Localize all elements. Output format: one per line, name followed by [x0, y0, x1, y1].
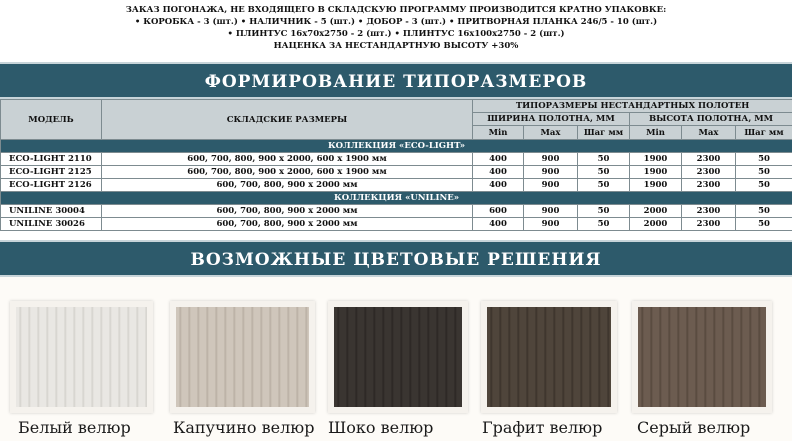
- swatch-card: [481, 301, 617, 413]
- sizes-cell: 600, 700, 800, 900 x 2000 мм: [102, 179, 473, 192]
- value-cell: 2000: [630, 218, 682, 231]
- sizes-cell: 600, 700, 800, 900 x 2000 мм: [102, 205, 473, 218]
- note-line: ЗАКАЗ ПОГОНАЖА, НЕ ВХОДЯЩЕГО В СКЛАДСКУЮ ПРОГРАММУ ПРОИЗВОДИТСЯ КРАТНО УПАКОВКЕ:: [125, 5, 667, 15]
- table-row: [1, 179, 792, 192]
- value-cell: 600: [473, 205, 524, 218]
- section-title-sizes: ФОРМИРОВАНИЕ ТИПОРАЗМЕРОВ: [0, 62, 792, 99]
- value-cell: 900: [524, 166, 578, 179]
- value-cell: 50: [578, 179, 630, 192]
- sizes-cell: 600, 700, 800, 900 x 2000, 600 x 1900 мм: [102, 153, 473, 166]
- collection-header: КОЛЛЕКЦИЯ «UNILINE»: [1, 192, 792, 205]
- value-cell: 900: [524, 205, 578, 218]
- value-cell: 2300: [682, 218, 736, 231]
- table-row: [1, 218, 792, 231]
- section-title-colors: ВОЗМОЖНЫЕ ЦВЕТОВЫЕ РЕШЕНИЯ: [0, 240, 792, 277]
- value-cell: 50: [736, 166, 792, 179]
- sub-header-step: Шаг мм: [736, 126, 792, 140]
- order-note: [0, 0, 792, 60]
- value-cell: 900: [524, 218, 578, 231]
- sub-header-min: Min: [473, 126, 524, 140]
- swatch-card: [170, 301, 315, 413]
- sizes-cell: 600, 700, 800, 900 x 2000 мм: [102, 218, 473, 231]
- swatch-graphite-velour: [487, 307, 611, 407]
- swatch-cappuccino-velour: [176, 307, 309, 407]
- swatch-label: Белый велюр: [18, 418, 131, 437]
- swatch-label: Капучино велюр: [173, 418, 315, 437]
- table-row: [1, 205, 792, 218]
- swatch-label: Серый велюр: [637, 418, 751, 437]
- swatch-label: Графит велюр: [482, 418, 603, 437]
- swatch-white-velour: [16, 307, 147, 407]
- col-header-model: МОДЕЛЬ: [1, 100, 102, 140]
- sub-header-min: Min: [630, 126, 682, 140]
- value-cell: 50: [736, 205, 792, 218]
- value-cell: 50: [578, 166, 630, 179]
- col-header-sizes: СКЛАДСКИЕ РАЗМЕРЫ: [102, 100, 473, 140]
- sizes-cell: 600, 700, 800, 900 x 2000, 600 x 1900 мм: [102, 166, 473, 179]
- value-cell: 50: [736, 218, 792, 231]
- note-line: • ПЛИНТУС 16х70х2750 - 2 (шт.) • ПЛИНТУС 16х100х2750 - 2 (шт.): [227, 29, 565, 39]
- col-header-width: ШИРИНА ПОЛОТНА, ММ: [473, 113, 630, 126]
- col-header-height: ВЫСОТА ПОЛОТНА, ММ: [630, 113, 792, 126]
- swatch-choco-velour: [334, 307, 462, 407]
- value-cell: 2000: [630, 205, 682, 218]
- swatch-card: [632, 301, 772, 413]
- value-cell: 400: [473, 166, 524, 179]
- value-cell: 50: [736, 153, 792, 166]
- value-cell: 2300: [682, 205, 736, 218]
- model-cell: ECO-LIGHT 2125: [1, 166, 102, 179]
- sub-header-max: Max: [682, 126, 736, 140]
- model-cell: ECO-LIGHT 2126: [1, 179, 102, 192]
- value-cell: 400: [473, 179, 524, 192]
- model-cell: UNILINE 30004: [1, 205, 102, 218]
- sub-header-max: Max: [524, 126, 578, 140]
- col-header-nonstd: ТИПОРАЗМЕРЫ НЕСТАНДАРТНЫХ ПОЛОТЕН: [473, 100, 792, 113]
- value-cell: 400: [473, 218, 524, 231]
- value-cell: 2300: [682, 153, 736, 166]
- note-line: • КОРОБКА - 3 (шт.) • НАЛИЧНИК - 5 (шт.) • ДОБОР - 3 (шт.) • ПРИТВОРНАЯ ПЛАНКА 246/5 - 10 (шт.): [134, 17, 658, 27]
- value-cell: 2300: [682, 179, 736, 192]
- value-cell: 900: [524, 153, 578, 166]
- value-cell: 50: [736, 179, 792, 192]
- note-line: НАЦЕНКА ЗА НЕСТАНДАРТНУЮ ВЫСОТУ +30%: [273, 41, 519, 51]
- sizes-table: [0, 99, 792, 231]
- value-cell: 1900: [630, 153, 682, 166]
- color-swatches: [0, 277, 792, 441]
- value-cell: 1900: [630, 166, 682, 179]
- value-cell: 400: [473, 153, 524, 166]
- value-cell: 50: [578, 153, 630, 166]
- value-cell: 900: [524, 179, 578, 192]
- model-cell: UNILINE 30026: [1, 218, 102, 231]
- swatch-card: [10, 301, 153, 413]
- table-row: [1, 153, 792, 166]
- sub-header-step: Шаг мм: [578, 126, 630, 140]
- value-cell: 2300: [682, 166, 736, 179]
- swatch-card: [328, 301, 468, 413]
- swatch-grey-velour: [638, 307, 766, 407]
- collection-header: КОЛЛЕКЦИЯ «ECO-LIGHT»: [1, 140, 792, 153]
- value-cell: 50: [578, 205, 630, 218]
- value-cell: 1900: [630, 179, 682, 192]
- swatch-label: Шоко велюр: [328, 418, 434, 437]
- table-row: [1, 166, 792, 179]
- value-cell: 50: [578, 218, 630, 231]
- model-cell: ECO-LIGHT 2110: [1, 153, 102, 166]
